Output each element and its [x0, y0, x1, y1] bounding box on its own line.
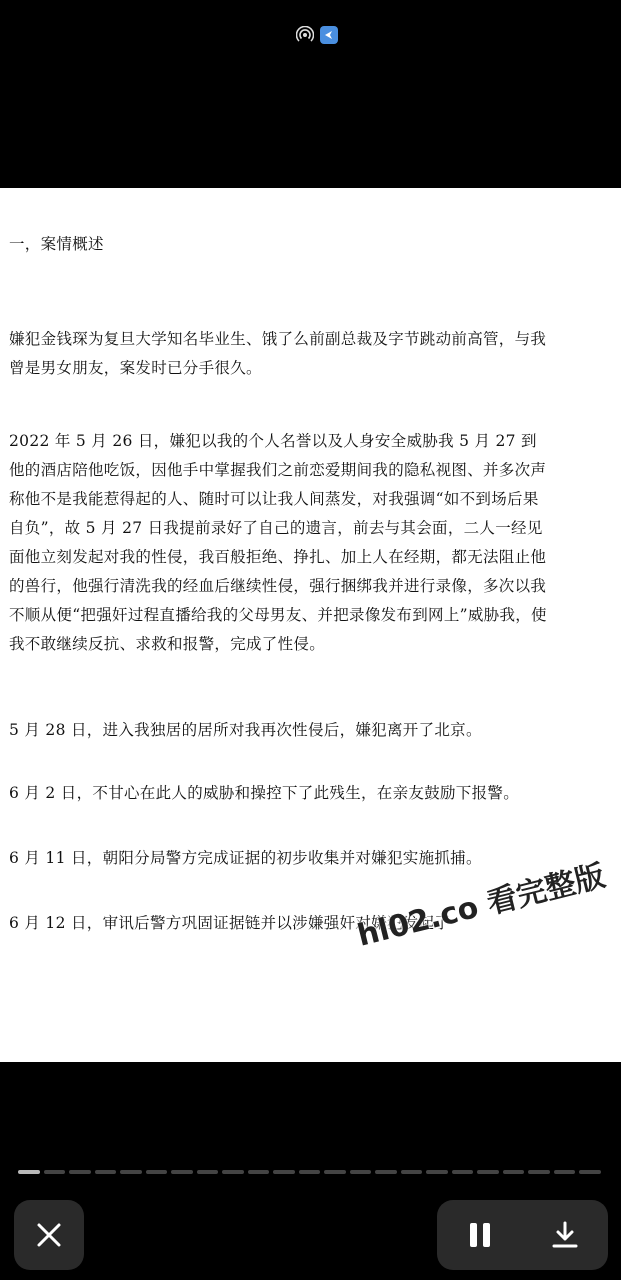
progress-segment — [197, 1170, 219, 1174]
paragraph: 2022 年 5 月 26 日，嫌犯以我的个人名誉以及人身安全威胁我 5 月 27 到他的酒店陪他吃饭，因他手中掌握我们之前恋爱期间我的隐私视图、并多次声称他不是我能惹得起的人、随时可以让我人间蒸发，对我强调“如不到场后果自负”，故 5 月 27 日我提前录好了自己的遗言，前去与其会面，二人一经见面他立刻发起对我的性侵，我百般拒绝、挣扎、加上人在经期，都无法阻止他的兽行，他强行清洗我的经血后继续性侵，强行捆绑我并进行录像，多次以我不顺从便“把强奸过程直播给我的父母男友、并把录像发布到网上”威胁我，使我不敢继续反抗、求救和报警，完成了性侵。 — [9, 432, 547, 653]
close-button[interactable] — [14, 1200, 84, 1270]
progress-segment — [146, 1170, 168, 1174]
progress-segment — [120, 1170, 142, 1174]
top-bar — [0, 0, 621, 188]
progress-segment — [528, 1170, 550, 1174]
progress-segment — [44, 1170, 66, 1174]
progress-segment — [18, 1170, 40, 1174]
progress-segment — [579, 1170, 601, 1174]
close-icon — [36, 1222, 62, 1248]
broadcast-icon — [296, 26, 314, 44]
progress-segment — [503, 1170, 525, 1174]
progress-segment — [222, 1170, 244, 1174]
paragraph: 5 月 28 日，进入我独居的居所对我再次性侵后，嫌犯离开了北京。 — [9, 721, 482, 739]
app-icon — [320, 26, 338, 44]
document-heading: 一，案情概述 — [9, 235, 104, 253]
download-button[interactable] — [523, 1200, 608, 1270]
media-controls — [437, 1200, 608, 1270]
progress-segment — [554, 1170, 576, 1174]
progress-segment — [375, 1170, 397, 1174]
paragraph: 嫌犯金钱琛为复旦大学知名毕业生、饿了么前副总裁及字节跳动前高管，与我曾是男女朋友，案发时已分手很久。 — [9, 330, 547, 377]
progress-segment — [299, 1170, 321, 1174]
pause-button[interactable] — [438, 1200, 523, 1270]
progress-segment — [273, 1170, 295, 1174]
progress-segment — [452, 1170, 474, 1174]
download-icon — [551, 1221, 579, 1249]
progress-segment — [401, 1170, 423, 1174]
story-progress-bar — [18, 1170, 601, 1174]
document-page — [0, 188, 621, 1062]
progress-segment — [477, 1170, 499, 1174]
progress-segment — [69, 1170, 91, 1174]
status-icons — [296, 26, 338, 44]
paragraph: 6 月 12 日，审讯后警方巩固证据链并以涉嫌强奸对嫌犯发起了 — [9, 914, 451, 932]
progress-segment — [171, 1170, 193, 1174]
progress-segment — [324, 1170, 346, 1174]
pause-icon — [466, 1221, 494, 1249]
progress-segment — [248, 1170, 270, 1174]
paragraph: 6 月 2 日，不甘心在此人的威胁和操控下了此残生，在亲友鼓励下报警。 — [9, 784, 520, 802]
progress-segment — [350, 1170, 372, 1174]
watermark: hl02.co 看完整版 — [353, 858, 609, 954]
progress-segment — [426, 1170, 448, 1174]
paragraph: 6 月 11 日，朝阳分局警方完成证据的初步收集并对嫌犯实施抓捕。 — [9, 849, 482, 867]
progress-segment — [95, 1170, 117, 1174]
